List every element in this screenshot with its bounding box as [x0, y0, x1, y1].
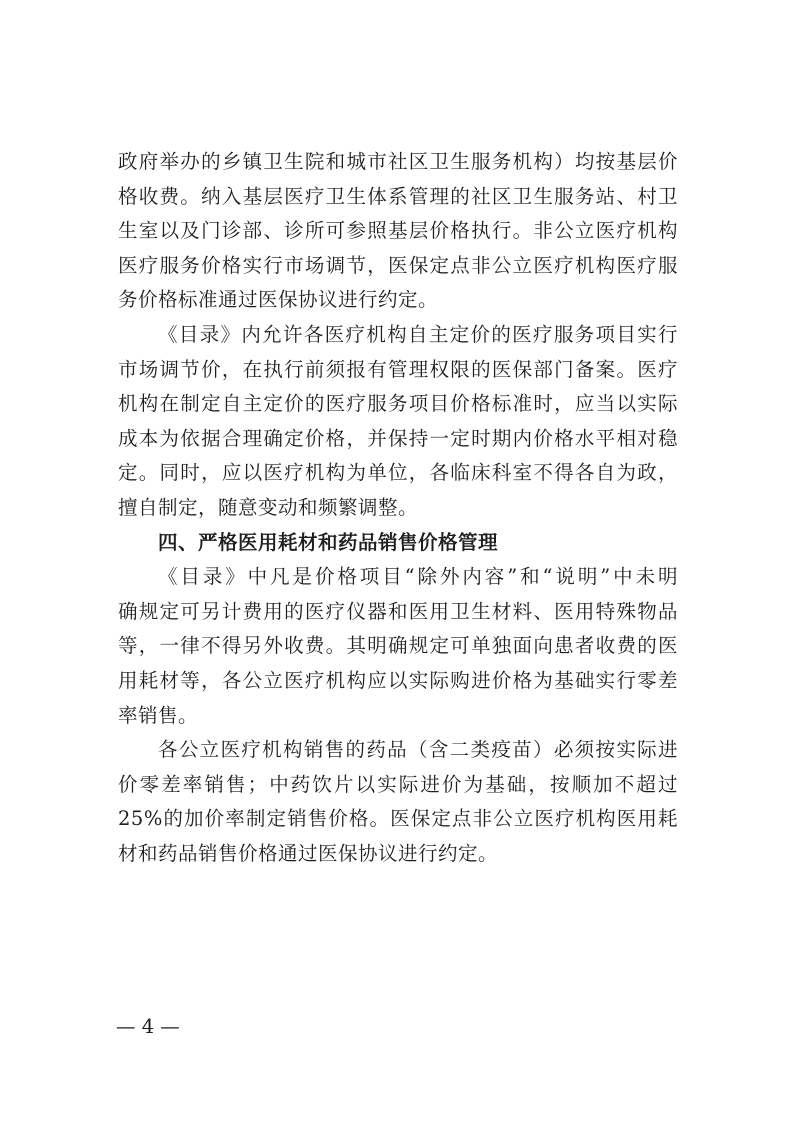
paragraph-line: 市场调节价，在执行前须报有管理权限的医保部门备案。医疗: [118, 357, 678, 381]
paragraph-line: 用耗材等，各公立医疗机构应以实际购进价格为基础实行零差: [118, 668, 678, 692]
paragraph-line: 机构在制定自主定价的医疗服务项目价格标准时，应当以实际: [118, 392, 678, 416]
section-heading: 四、严格医用耗材和药品销售价格管理: [158, 530, 499, 554]
paragraph-line: 各公立医疗机构销售的药品（含二类疫苗）必须按实际进: [158, 738, 678, 762]
paragraph-line: 率销售。: [118, 703, 199, 727]
paragraph-line: 等，一律不得另外收费。其明确规定可单独面向患者收费的医: [118, 634, 678, 658]
paragraph-line: 擅自制定，随意变动和频繁调整。: [118, 495, 419, 519]
paragraph-line: 务价格标准通过医保协议进行约定。: [118, 288, 439, 312]
paragraph-line: 材和药品销售价格通过医保协议进行约定。: [118, 841, 499, 865]
page-number: — 4 —: [116, 1015, 180, 1038]
document-body: [118, 145, 678, 871]
paragraph-line: 《目录》内允许各医疗机构自主定价的医疗服务项目实行: [158, 322, 678, 346]
paragraph-line: 医疗服务价格实行市场调节，医保定点非公立医疗机构医疗服: [118, 253, 678, 277]
paragraph-line: 定。同时，应以医疗机构为单位，各临床科室不得各自为政，: [118, 461, 678, 485]
paragraph-3: [118, 560, 678, 733]
paragraph-1: [118, 145, 678, 318]
paragraph-line: 格收费。纳入基层医疗卫生体系管理的社区卫生服务站、村卫: [118, 184, 678, 208]
paragraph-line: 政府举办的乡镇卫生院和城市社区卫生服务机构）均按基层价: [118, 150, 678, 173]
paragraph-4: [118, 733, 678, 871]
paragraph-line: 成本为依据合理确定价格，并保持一定时期内价格水平相对稳: [118, 426, 678, 450]
paragraph-line: 价零差率销售；中药饮片以实际进价为基础，按顺加不超过: [118, 772, 678, 796]
paragraph-2: [118, 318, 678, 526]
paragraph-line: 25%的加价率制定销售价格。医保定点非公立医疗机构医用耗: [118, 807, 678, 831]
paragraph-line: 确规定可另计费用的医疗仪器和医用卫生材料、医用特殊物品: [118, 599, 678, 623]
paragraph-line: 《目录》中凡是价格项目“除外内容”和“说明”中未明: [158, 565, 678, 589]
paragraph-line: 生室以及门诊部、诊所可参照基层价格执行。非公立医疗机构: [118, 219, 678, 243]
